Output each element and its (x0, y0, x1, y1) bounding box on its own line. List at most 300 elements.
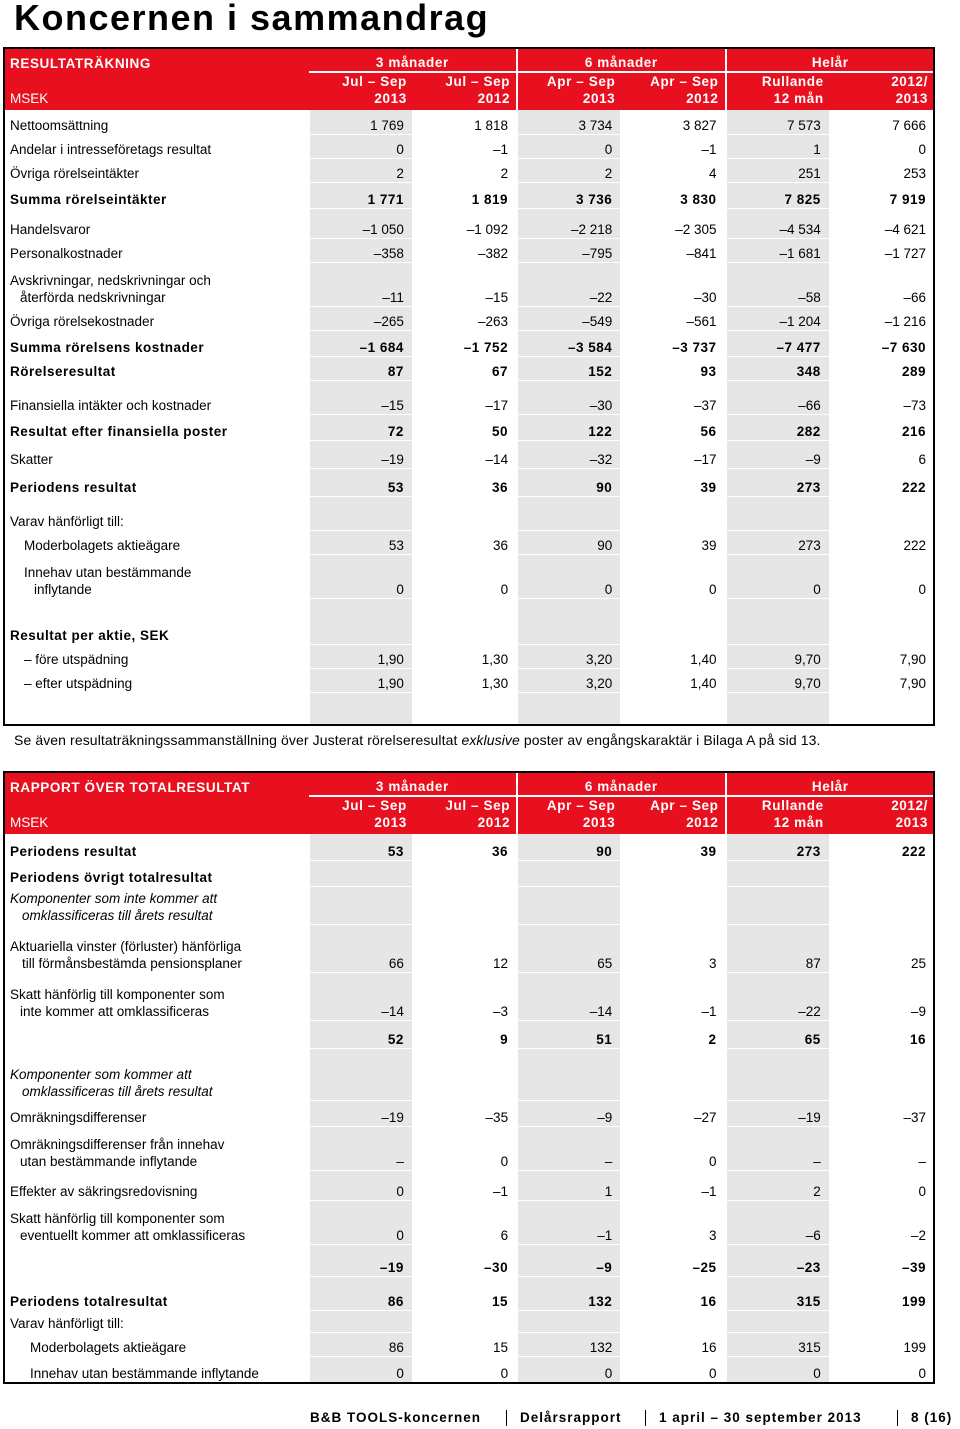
cell-value: –22 (517, 262, 621, 306)
cell-value: –23 (726, 1244, 830, 1276)
cell-value: –11 (309, 262, 413, 306)
cell-value (413, 1048, 517, 1100)
cell-value: 2 (309, 158, 413, 182)
cell-value (726, 886, 830, 924)
cell-value: 7,90 (830, 644, 934, 668)
cell-value: 3 830 (621, 182, 725, 208)
row-label: Omräkningsdifferenser (4, 1100, 309, 1126)
table-row (4, 1048, 934, 1100)
cell-value: –1 (621, 134, 725, 158)
cell-value (517, 1048, 621, 1100)
cell-value (517, 1310, 621, 1332)
col-header: Jul – Sep (309, 796, 413, 814)
cell-value (621, 860, 725, 886)
cell-value: –1 204 (726, 306, 830, 330)
cell-value: 0 (726, 554, 830, 598)
table-row (4, 1020, 934, 1048)
cell-value: 6 (830, 440, 934, 468)
cell-value: 0 (830, 554, 934, 598)
cell-value: 90 (517, 834, 621, 860)
cell-value: 39 (621, 530, 725, 554)
cell-value (726, 692, 830, 724)
cell-value: –37 (621, 380, 725, 414)
cell-value: 282 (726, 414, 830, 440)
cell-value (309, 692, 413, 724)
cell-value: 3 (621, 1200, 725, 1244)
cell-value: 251 (726, 158, 830, 182)
row-label: Summa rörelseintäkter (4, 182, 309, 208)
row-label: Komponenter som inte kommer att omklassificeras till årets resultat (4, 886, 309, 924)
cell-value: –35 (413, 1100, 517, 1126)
cell-value: –1 (621, 1170, 725, 1200)
cell-value: –1 727 (830, 238, 934, 262)
cell-value: –1 092 (413, 208, 517, 238)
col-header: Jul – Sep (413, 796, 517, 814)
cell-value (830, 692, 934, 724)
col-header: 12 mån (726, 90, 830, 110)
col-header: 2012 (621, 90, 725, 110)
cell-value: 16 (621, 1276, 725, 1310)
cell-value: –17 (621, 440, 725, 468)
cell-value: 0 (726, 1356, 830, 1382)
col-header: Rullande (726, 796, 830, 814)
cell-value: 1,90 (309, 668, 413, 692)
cell-value (621, 598, 725, 644)
row-label (4, 1020, 309, 1048)
row-label: Komponenter som kommer att omklassificeras till årets resultat (4, 1048, 309, 1100)
cell-value: 36 (413, 834, 517, 860)
cell-value (309, 598, 413, 644)
cell-value: –1 216 (830, 306, 934, 330)
cell-value: 7 573 (726, 110, 830, 134)
cell-value (517, 860, 621, 886)
cell-value (309, 1310, 413, 1332)
cell-value: 67 (413, 356, 517, 380)
income-statement-table (4, 48, 934, 725)
footer-company: B&B TOOLS-koncernen (310, 1410, 482, 1425)
table-row (4, 182, 934, 208)
table-row (4, 306, 934, 330)
table-row (4, 554, 934, 598)
col-header: 2012 (413, 90, 517, 110)
cell-value: 0 (309, 1356, 413, 1382)
group-3-months: 3 månader (309, 48, 517, 72)
cell-value: 6 (413, 1200, 517, 1244)
table-row (4, 208, 934, 238)
table-row (4, 380, 934, 414)
page-title: Koncernen i sammandrag (14, 0, 490, 38)
col-header: Apr – Sep (621, 72, 725, 90)
col-header: 2013 (830, 90, 934, 110)
table-row (4, 644, 934, 668)
cell-value: –382 (413, 238, 517, 262)
row-label: – före utspädning (4, 644, 309, 668)
cell-value: –9 (517, 1100, 621, 1126)
cell-value (621, 496, 725, 530)
col-header: 2012/ (830, 72, 934, 90)
cell-value: –6 (726, 1200, 830, 1244)
footnote: Se även resultaträkningssammanställning över Justerat rörelseresultat exklusive poster av engångskaraktär i Bilaga A på sid 13. (14, 732, 821, 748)
row-label: Innehav utan bestämmande inflytande (4, 1356, 309, 1382)
cell-value: 52 (309, 1020, 413, 1048)
cell-value: 0 (517, 134, 621, 158)
cell-value: –265 (309, 306, 413, 330)
cell-value: –30 (517, 380, 621, 414)
cell-value: 1,90 (309, 644, 413, 668)
cell-value: 3 736 (517, 182, 621, 208)
cell-value: –32 (517, 440, 621, 468)
cell-value (621, 1048, 725, 1100)
cell-value: 56 (621, 414, 725, 440)
col-header: 2013 (517, 814, 621, 834)
cell-value: –30 (621, 262, 725, 306)
cell-value: 0 (830, 1356, 934, 1382)
cell-value: 0 (413, 1126, 517, 1170)
cell-value: 15 (413, 1332, 517, 1356)
cell-value: 2 (413, 158, 517, 182)
col-header: 2013 (830, 814, 934, 834)
cell-value: 199 (830, 1332, 934, 1356)
cell-value: 90 (517, 530, 621, 554)
cell-value (413, 886, 517, 924)
cell-value (726, 1048, 830, 1100)
table-row (4, 496, 934, 530)
cell-value: –19 (309, 1244, 413, 1276)
footer-divider (645, 1410, 646, 1426)
col-header: 2012 (413, 814, 517, 834)
cell-value: –4 534 (726, 208, 830, 238)
cell-value: 122 (517, 414, 621, 440)
cell-value: –17 (413, 380, 517, 414)
table-row (4, 1276, 934, 1310)
cell-value: –39 (830, 1244, 934, 1276)
group-6-months: 6 månader (517, 772, 725, 796)
cell-value (309, 860, 413, 886)
cell-value: 132 (517, 1276, 621, 1310)
table-row (4, 110, 934, 134)
cell-value: 3 827 (621, 110, 725, 134)
row-label (4, 692, 309, 724)
table-row (4, 860, 934, 886)
table-row (4, 414, 934, 440)
cell-value: 0 (517, 554, 621, 598)
cell-value: –4 621 (830, 208, 934, 238)
col-header: 2013 (309, 90, 413, 110)
cell-value: 2 (621, 1020, 725, 1048)
table-row (4, 886, 934, 924)
cell-value (830, 496, 934, 530)
row-label: Skatter (4, 440, 309, 468)
cell-value (830, 860, 934, 886)
row-label (4, 1244, 309, 1276)
cell-value: 1 769 (309, 110, 413, 134)
cell-value: –19 (309, 440, 413, 468)
cell-value: –1 (413, 1170, 517, 1200)
cell-value: 86 (309, 1332, 413, 1356)
cell-value: –7 477 (726, 330, 830, 356)
table-row (4, 598, 934, 644)
unit-label: MSEK (4, 90, 309, 110)
page-footer (0, 1408, 960, 1429)
cell-value: –66 (726, 380, 830, 414)
cell-value: 199 (830, 1276, 934, 1310)
cell-value: 3,20 (517, 644, 621, 668)
footer-divider (897, 1410, 898, 1426)
cell-value: 0 (621, 1356, 725, 1382)
table-row (4, 158, 934, 182)
table-row (4, 1200, 934, 1244)
col-header: 12 mån (726, 814, 830, 834)
table-row (4, 1126, 934, 1170)
col-header: Apr – Sep (621, 796, 725, 814)
cell-value: –2 218 (517, 208, 621, 238)
cell-value: 65 (517, 924, 621, 972)
cell-value: –15 (413, 262, 517, 306)
cell-value: 53 (309, 468, 413, 496)
row-label: Skatt hänförlig till komponenter som eventuellt kommer att omklassificeras (4, 1200, 309, 1244)
row-label: Varav hänförligt till: (4, 496, 309, 530)
row-label: Periodens resultat (4, 834, 309, 860)
footer-page-number: 8 (16) (911, 1410, 953, 1425)
cell-value: –14 (413, 440, 517, 468)
cell-value (830, 886, 934, 924)
cell-value: –3 737 (621, 330, 725, 356)
cell-value: 0 (309, 134, 413, 158)
row-label: Moderbolagets aktieägare (4, 530, 309, 554)
cell-value: –14 (309, 972, 413, 1020)
cell-value: 93 (621, 356, 725, 380)
cell-value: –15 (309, 380, 413, 414)
cell-value: –22 (726, 972, 830, 1020)
cell-value: 273 (726, 834, 830, 860)
footer-document: Delårsrapport (520, 1410, 622, 1425)
footer-divider (506, 1410, 507, 1426)
row-label: Summa rörelsens kostnader (4, 330, 309, 356)
cell-value: 348 (726, 356, 830, 380)
cell-value: –19 (726, 1100, 830, 1126)
cell-value: 216 (830, 414, 934, 440)
cell-value: –58 (726, 262, 830, 306)
cell-value: –73 (830, 380, 934, 414)
cell-value (726, 860, 830, 886)
cell-value: –14 (517, 972, 621, 1020)
cell-value (621, 692, 725, 724)
cell-value (309, 886, 413, 924)
table-row (4, 972, 934, 1020)
table-row (4, 134, 934, 158)
table-row (4, 668, 934, 692)
footer-period: 1 april – 30 september 2013 (659, 1410, 862, 1425)
row-label: Resultat efter finansiella poster (4, 414, 309, 440)
cell-value: 36 (413, 468, 517, 496)
table-row (4, 262, 934, 306)
row-label: Omräkningsdifferenser från innehav utan bestämmande inflytande (4, 1126, 309, 1170)
cell-value: 253 (830, 158, 934, 182)
cell-value: 1 (517, 1170, 621, 1200)
cell-value: 1 771 (309, 182, 413, 208)
cell-value: 7 825 (726, 182, 830, 208)
cell-value: – (726, 1126, 830, 1170)
cell-value (309, 1048, 413, 1100)
cell-value: –9 (830, 972, 934, 1020)
cell-value (830, 598, 934, 644)
cell-value: 1,30 (413, 644, 517, 668)
cell-value: 90 (517, 468, 621, 496)
cell-value: –7 630 (830, 330, 934, 356)
cell-value (830, 1310, 934, 1332)
table-row (4, 1100, 934, 1126)
col-header: 2012/ (830, 796, 934, 814)
cell-value: 7 666 (830, 110, 934, 134)
group-3-months: 3 månader (309, 772, 517, 796)
cell-value: –549 (517, 306, 621, 330)
table-row (4, 1310, 934, 1332)
cell-value: 0 (413, 554, 517, 598)
cell-value: 0 (621, 554, 725, 598)
cell-value (413, 860, 517, 886)
cell-value: 87 (309, 356, 413, 380)
row-label: Periodens övrigt totalresultat (4, 860, 309, 886)
table-row (4, 1356, 934, 1382)
cell-value: –27 (621, 1100, 725, 1126)
table-row (4, 692, 934, 724)
cell-value: 3 (621, 924, 725, 972)
cell-value: –1 (517, 1200, 621, 1244)
cell-value: –9 (726, 440, 830, 468)
cell-value: –2 305 (621, 208, 725, 238)
cell-value (517, 598, 621, 644)
cell-value: 2 (517, 158, 621, 182)
cell-value: 0 (413, 1356, 517, 1382)
unit-label: MSEK (4, 814, 309, 834)
row-label: Andelar i intresseföretags resultat (4, 134, 309, 158)
row-label: Varav hänförligt till: (4, 1310, 309, 1332)
table-row (4, 1332, 934, 1356)
row-label: – efter utspädning (4, 668, 309, 692)
table-row (4, 1170, 934, 1200)
cell-value (517, 496, 621, 530)
cell-value: –19 (309, 1100, 413, 1126)
cell-value: 222 (830, 530, 934, 554)
col-header: 2013 (517, 90, 621, 110)
cell-value: 315 (726, 1276, 830, 1310)
cell-value: 16 (621, 1332, 725, 1356)
table-row (4, 530, 934, 554)
table-row (4, 924, 934, 972)
cell-value: 0 (309, 1170, 413, 1200)
cell-value: –1 681 (726, 238, 830, 262)
cell-value: –841 (621, 238, 725, 262)
col-header: 2012 (621, 814, 725, 834)
cell-value: 273 (726, 468, 830, 496)
cell-value: 152 (517, 356, 621, 380)
cell-value: –1 (621, 972, 725, 1020)
row-label: Periodens totalresultat (4, 1276, 309, 1310)
row-label: Personalkostnader (4, 238, 309, 262)
cell-value: 0 (517, 1356, 621, 1382)
cell-value: 2 (726, 1170, 830, 1200)
cell-value: 50 (413, 414, 517, 440)
cell-value (517, 692, 621, 724)
cell-value: 132 (517, 1332, 621, 1356)
row-label: Effekter av säkringsredovisning (4, 1170, 309, 1200)
cell-value: –1 (413, 134, 517, 158)
cell-value: –30 (413, 1244, 517, 1276)
row-label: Finansiella intäkter och kostnader (4, 380, 309, 414)
cell-value: –358 (309, 238, 413, 262)
cell-value: 0 (309, 554, 413, 598)
table-row (4, 238, 934, 262)
cell-value (726, 598, 830, 644)
cell-value: 7,90 (830, 668, 934, 692)
cell-value: 1,40 (621, 644, 725, 668)
table-title: RESULTATRÄKNING (4, 48, 309, 72)
cell-value (413, 598, 517, 644)
cell-value: 53 (309, 530, 413, 554)
row-label: Nettoomsättning (4, 110, 309, 134)
table-row (4, 468, 934, 496)
cell-value (621, 1310, 725, 1332)
cell-value: –1 752 (413, 330, 517, 356)
cell-value: – (517, 1126, 621, 1170)
cell-value: 15 (413, 1276, 517, 1310)
cell-value: 1,30 (413, 668, 517, 692)
cell-value: 65 (726, 1020, 830, 1048)
row-label: Skatt hänförlig till komponenter som inte kommer att omklassificeras (4, 972, 309, 1020)
cell-value: –2 (830, 1200, 934, 1244)
group-6-months: 6 månader (517, 48, 725, 72)
col-header: 2013 (309, 814, 413, 834)
row-label: Övriga rörelsekostnader (4, 306, 309, 330)
row-label: Övriga rörelseintäkter (4, 158, 309, 182)
cell-value: 273 (726, 530, 830, 554)
cell-value: –263 (413, 306, 517, 330)
cell-value: 66 (309, 924, 413, 972)
cell-value: 25 (830, 924, 934, 972)
cell-value: – (309, 1126, 413, 1170)
cell-value: 16 (830, 1020, 934, 1048)
table-row (4, 1244, 934, 1276)
cell-value: –795 (517, 238, 621, 262)
cell-value: –37 (830, 1100, 934, 1126)
col-header: Jul – Sep (413, 72, 517, 90)
group-full-year: Helår (726, 48, 934, 72)
cell-value: – (830, 1126, 934, 1170)
row-label: Rörelseresultat (4, 356, 309, 380)
row-label: Innehav utan bestämmande inflytande (4, 554, 309, 598)
cell-value (413, 1310, 517, 1332)
cell-value: 222 (830, 468, 934, 496)
cell-value: 0 (621, 1126, 725, 1170)
cell-value: 36 (413, 530, 517, 554)
cell-value: 3 734 (517, 110, 621, 134)
cell-value: 51 (517, 1020, 621, 1048)
group-full-year: Helår (726, 772, 934, 796)
comprehensive-income-table (4, 772, 934, 1383)
cell-value: 289 (830, 356, 934, 380)
cell-value: –3 (413, 972, 517, 1020)
table-row (4, 330, 934, 356)
cell-value: –9 (517, 1244, 621, 1276)
row-label: Avskrivningar, nedskrivningar och återförda nedskrivningar (4, 262, 309, 306)
cell-value: 222 (830, 834, 934, 860)
cell-value: 0 (830, 1170, 934, 1200)
cell-value: 9 (413, 1020, 517, 1048)
cell-value: –561 (621, 306, 725, 330)
table-row (4, 440, 934, 468)
cell-value: –66 (830, 262, 934, 306)
cell-value: 53 (309, 834, 413, 860)
